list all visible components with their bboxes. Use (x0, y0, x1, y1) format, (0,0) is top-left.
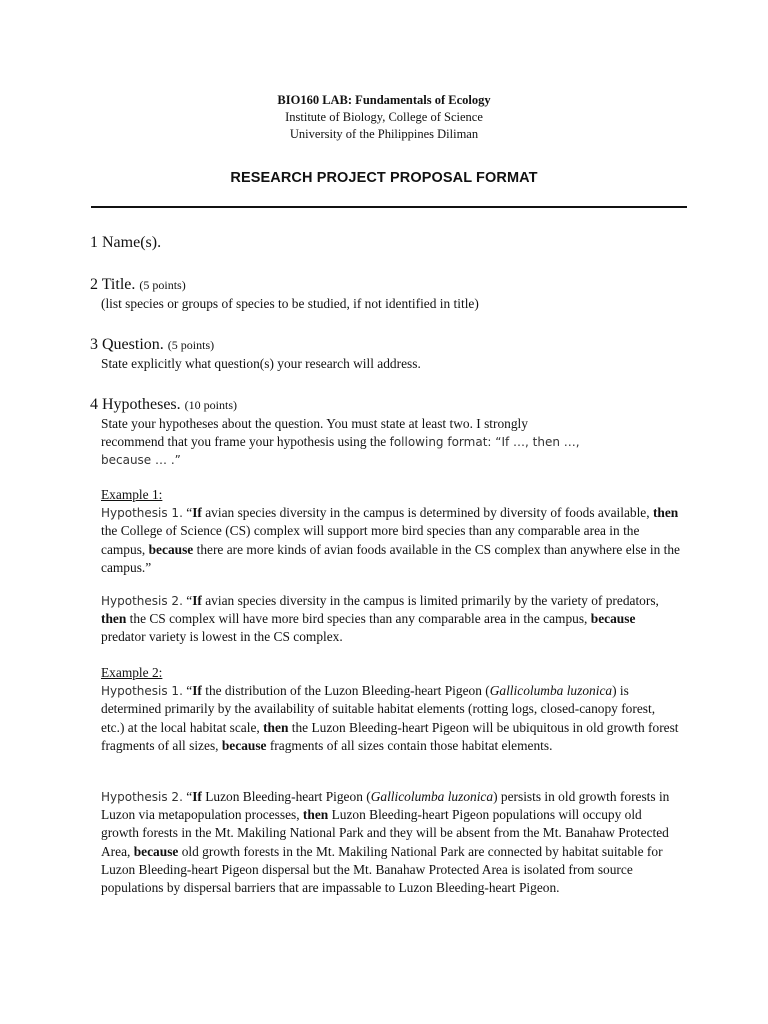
hypothesis-text: there are more kinds of avian foods available in the CS complex than anywhere else in the campus.” (101, 541, 680, 575)
institute-line: Institute of Biology, College of Science (285, 110, 483, 124)
format-text-continued: because … .” (101, 453, 181, 468)
hypothesis-label: Hypothesis 2. (101, 594, 183, 608)
hypothesis-text: predator variety is lowest in the CS complex. (101, 629, 343, 645)
hypothesis-label: Hypothesis 1. (101, 506, 183, 521)
section-heading (90, 395, 580, 415)
hypothesis-text: the Luzon Bleeding-heart Pigeon will be ubiquitous in old growth forest fragments of all sizes, (101, 719, 679, 753)
hypothesis-text: old growth forests in the Mt. Makiling National Park are connected by habitat suitable for Luzon Bleeding-heart Pigeon dispersal but the Mt. Banahaw Protected Area is isolated from source populations by dispersal barriers that are impassable to Luzon Bleeding-heart Pigeon. (101, 843, 663, 896)
body-line (101, 433, 580, 451)
keyword-then: then (263, 719, 289, 735)
section-heading (90, 275, 479, 295)
keyword-then: then (652, 505, 679, 521)
heading-text: 3 Question. (90, 336, 164, 353)
hypothesis-text: the College of Science (CS) complex will support more bird species than any comparable area in the campus, (101, 523, 640, 557)
keyword-then: then (302, 807, 329, 823)
points-label: (5 points) (139, 278, 186, 292)
keyword-then: then (101, 611, 127, 627)
example-label: Example 2: (101, 665, 163, 680)
keyword-because: because (590, 611, 636, 627)
points-label: (10 points) (184, 398, 237, 412)
species-name: Gallicolumba luzonica (370, 789, 494, 804)
species-name: Gallicolumba luzonica (489, 683, 613, 699)
keyword-because: because (221, 737, 267, 753)
example-2-hypothesis-2 (101, 788, 681, 897)
hypothesis-text: avian species diversity in the campus is determined by diversity of foods available, (201, 505, 653, 521)
section-heading (90, 335, 421, 355)
section-title (90, 275, 479, 313)
university-line: University of the Philippines Diliman (289, 127, 479, 141)
keyword-if: If (192, 505, 202, 521)
section-body: State explicitly what question(s) your research will address. (101, 356, 421, 371)
example-1 (101, 486, 681, 577)
keyword-if: If (192, 593, 202, 608)
keyword-because: because (148, 541, 194, 557)
keyword-because: because (133, 843, 179, 859)
quote-mark: “ (186, 789, 193, 804)
keyword-if: If (192, 683, 202, 699)
hypothesis-label: Hypothesis 1. (101, 684, 183, 699)
section-heading: 1 Name(s). (90, 234, 162, 251)
example-2 (101, 664, 681, 755)
quote-mark: “ (186, 505, 193, 521)
hypothesis-text: Luzon Bleeding-heart Pigeon ( (201, 789, 371, 804)
hypothesis-text: fragments of all sizes contain those habitat elements. (266, 737, 553, 753)
hypothesis-text: the distribution of the Luzon Bleeding-heart Pigeon ( (201, 683, 490, 699)
hypothesis-1 (101, 682, 681, 755)
format-text: following format: “If …, then …, (389, 435, 580, 450)
section-hypotheses (90, 395, 580, 470)
hypothesis-text: Luzon Bleeding-heart Pigeon populations will occupy old growth forests in the Mt. Makiling National Park and they will be absent from the Mt. Banahaw Protected Area, (101, 807, 669, 859)
hypothesis-text: ) persists in old growth forests in Luzon via metapopulation processes, (101, 789, 670, 823)
hypothesis-text: avian species diversity in the campus is limited primarily by the variety of predators, (201, 593, 659, 608)
title-divider (91, 206, 687, 208)
quote-mark: “ (186, 593, 193, 608)
body-text: recommend that you frame your hypothesis using the (101, 434, 387, 450)
section-names (90, 233, 161, 253)
example-1-hypothesis-2 (101, 592, 681, 647)
section-question (90, 335, 421, 373)
document-title: RESEARCH PROJECT PROPOSAL FORMAT (230, 170, 538, 186)
hypothesis-text: ) is determined primarily by the availability of suitable habitat elements (rotting logs, closed-canopy forest, etc.) at the local habitat scale, (101, 683, 656, 735)
course-title: BIO160 LAB: Fundamentals of Ecology (277, 93, 491, 107)
hypothesis-2 (101, 788, 681, 897)
points-label: (5 points) (167, 338, 215, 352)
document-header (0, 92, 768, 143)
body-line: State your hypotheses about the question. You must state at least two. I strongly (101, 416, 528, 431)
section-body (101, 415, 580, 470)
hypothesis-2 (101, 592, 681, 647)
hypothesis-text: the CS complex will have more bird species than any comparable area in the campus, (126, 611, 591, 627)
hypothesis-1 (101, 504, 681, 577)
heading-text: 4 Hypotheses. (90, 396, 181, 413)
quote-mark: “ (186, 683, 193, 699)
hypothesis-label: Hypothesis 2. (101, 790, 183, 804)
heading-text: 2 Title. (90, 276, 136, 293)
section-body: (list species or groups of species to be studied, if not identified in title) (101, 296, 479, 311)
keyword-if: If (192, 789, 202, 804)
example-label: Example 1: (101, 487, 163, 502)
